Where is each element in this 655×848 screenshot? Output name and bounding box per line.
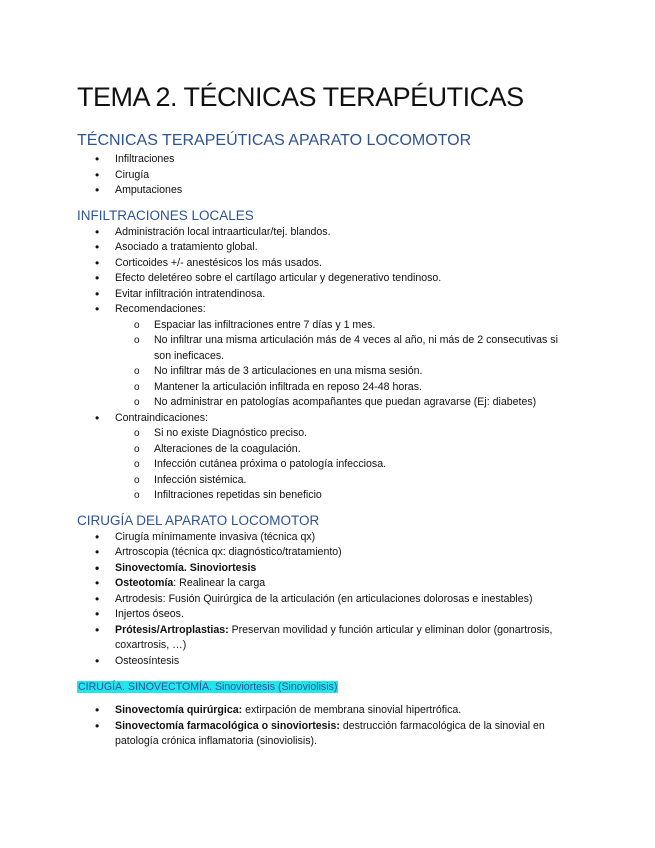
infiltrations-list — [77, 225, 577, 504]
list-item: • Sinovectomía. Sinoviortesis — [115, 561, 577, 577]
sub-list-item: o Mantener la articulación infiltrada en reposo 24-48 horas. — [154, 380, 577, 396]
term-pharmacological-synovectomy: Sinovectomía farmacológica o sinoviortesis: — [115, 719, 340, 732]
list-item: • Artroscopia (técnica qx: diagnóstico/tratamiento) — [115, 545, 577, 561]
list-item — [115, 576, 577, 592]
list-item-recommendations — [115, 302, 577, 411]
surgery-list — [77, 530, 577, 670]
list-item: • Corticoides +/- anestésicos los más usados. — [115, 256, 577, 272]
contraindications-list — [115, 426, 577, 504]
sub-list-item: o No infiltrar una misma articulación más de 4 veces al año, ni más de 2 consecutivas si son ineficaces. — [154, 333, 577, 364]
list-item — [115, 719, 577, 750]
list-item: • Cirugía — [115, 168, 577, 184]
term-surgical-synovectomy: Sinovectomía quirúrgica: — [115, 704, 243, 716]
sub-list-item: o No administrar en patologías acompañantes que puedan agravarse (Ej: diabetes) — [154, 395, 577, 411]
list-item-contraindications — [115, 411, 577, 504]
list-item: • Asociado a tratamiento global. — [115, 240, 577, 256]
section-heading-techniques: TÉCNICAS TERAPEÚTICAS APARATO LOCOMOTOR — [77, 132, 472, 149]
sub-list-item: o No infiltrar más de 3 articulaciones en una misma sesión. — [154, 364, 577, 380]
list-item — [115, 703, 577, 719]
contraindications-label: Contraindicaciones: — [115, 411, 209, 424]
list-item: • Artrodesis: Fusión Quirúrgica de la articulación (en articulaciones dolorosas e inestables) — [115, 592, 577, 608]
sub-list-item: o Si no existe Diagnóstico preciso. — [154, 426, 577, 442]
section-heading-surgery: CIRUGÍA DEL APARATO LOCOMOTOR — [77, 512, 320, 528]
page-title: TEMA 2. TÉCNICAS TERAPÉUTICAS — [77, 82, 524, 112]
recommendations-list — [115, 318, 577, 411]
list-item: • Evitar infiltración intratendinosa. — [115, 287, 577, 303]
section-heading-infiltrations: INFILTRACIONES LOCALES — [77, 207, 254, 223]
list-item: • Osteosíntesis — [115, 654, 577, 670]
recommendations-label: Recomendaciones: — [115, 303, 206, 315]
highlighted-heading — [77, 680, 577, 695]
term-prosthesis: Prótesis/Artroplastias: — [115, 623, 229, 636]
term-definition: : Realinear la carga — [173, 577, 266, 589]
sub-list-item: o Alteraciones de la coagulación. — [154, 442, 577, 458]
document-page — [77, 80, 577, 750]
list-item — [115, 623, 577, 654]
list-item: • Amputaciones — [115, 183, 577, 199]
list-item: • Cirugía mínimamente invasiva (técnica qx) — [115, 530, 577, 546]
term-osteotomy: Osteotomía — [115, 577, 174, 589]
techniques-list — [77, 152, 577, 199]
sub-list-item: o Infección cutánea próxima o patología infecciosa. — [154, 457, 577, 473]
list-item: • Infiltraciones — [115, 152, 577, 168]
term-definition: destrucción farmacológica de la sinovial en patología crónica inflamatoria (sinoviolisis). — [115, 719, 545, 747]
sub-list-item: o Infección sistémica. — [154, 473, 577, 489]
list-item: • Administración local intraarticular/tej. blandos. — [115, 225, 577, 241]
list-item: • Efecto deletéreo sobre el cartílago articular y degenerativo tendinoso. — [115, 271, 577, 287]
term-definition: extirpación de membrana sinovial hipertrófica. — [242, 704, 462, 716]
sub-list-item: o Espaciar las infiltraciones entre 7 días y 1 mes. — [154, 318, 577, 334]
highlighted-heading-text: CIRUGÍA. SINOVECTOMÍA. Sinoviortesis (Sinoviolisis) — [78, 681, 338, 693]
sub-list-item: o Infiltraciones repetidas sin beneficio — [154, 488, 577, 504]
term-definition: Preservan movilidad y función articular y eliminan dolor (gonartrosis, coxartrosis, …) — [115, 623, 553, 651]
synovectomy-list — [77, 703, 577, 750]
list-item: • Injertos óseos. — [115, 607, 577, 623]
